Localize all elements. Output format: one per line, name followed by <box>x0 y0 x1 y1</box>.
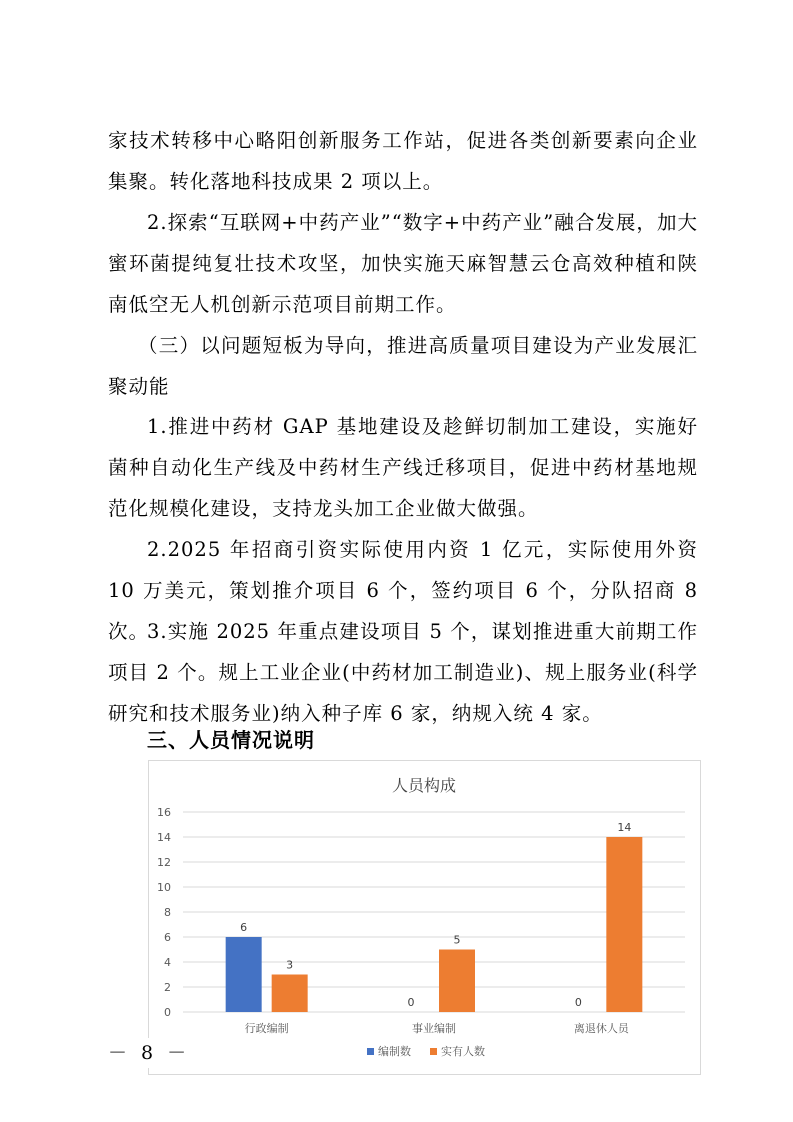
data-label: 3 <box>286 958 294 972</box>
legend-label: 编制数 <box>378 1045 411 1058</box>
bar-chart <box>149 761 700 1074</box>
x-tick-label: 离退休人员 <box>573 1022 629 1035</box>
y-tick-label: 0 <box>164 1006 171 1019</box>
paragraph-1: 家技术转移中心略阳创新服务工作站，促进各类创新要素向企业集聚。转化落地科技成果 2 项以上。 <box>108 129 698 193</box>
paragraph-4: 1.推进中药材 GAP 基地建设及趁鲜切制加工建设，实施好菌种自动化生产线及中药材生产线迁移项目，促进中药材基地规范化规模化建设，支持龙头加工企业做大做强。 <box>108 415 698 520</box>
legend-label: 实有人数 <box>441 1045 485 1058</box>
data-label: 5 <box>453 933 461 947</box>
y-tick-label: 14 <box>157 831 171 844</box>
y-tick-label: 2 <box>164 981 171 994</box>
data-label: 14 <box>617 821 632 834</box>
y-tick-label: 10 <box>157 881 171 894</box>
x-tick-label: 行政编制 <box>244 1022 289 1035</box>
y-tick-label: 4 <box>164 956 171 969</box>
bar-shiyou-2 <box>606 837 642 1012</box>
paragraph-2: 2.探索“互联网+中药产业”“数字+中药产业”融合发展，加大蜜环菌提纯复壮技术攻坚，加快实施天麻智慧云仓高效种植和陕南低空无人机创新示范项目前期工作。 <box>108 211 698 316</box>
bar-shiyou-0 <box>272 975 308 1013</box>
bar-bianzhi-0 <box>226 937 262 1012</box>
legend-swatch <box>367 1048 374 1055</box>
chart-title: 人员构成 <box>391 776 457 795</box>
x-tick-label: 事业编制 <box>412 1022 456 1035</box>
data-label: 0 <box>574 996 582 1009</box>
section-heading: 三、人员情况说明 <box>147 728 315 752</box>
chart-container <box>148 760 701 1075</box>
data-label: 6 <box>240 921 248 934</box>
y-tick-label: 8 <box>164 906 171 919</box>
paragraph-6: 3.实施 2025 年重点建设项目 5 个，谋划推进重大前期工作项目 2 个。规上工业企业(中药材加工制造业)、规上服务业(科学研究和技术服务业)纳入种子库 6 家，纳规入统 4 家。 <box>108 620 698 725</box>
bar-shiyou-1 <box>439 950 475 1013</box>
paragraph-3: （三）以问题短板为导向，推进高质量项目建设为产业发展汇聚动能 <box>108 334 698 398</box>
y-tick-label: 16 <box>157 806 171 819</box>
y-tick-label: 6 <box>164 931 171 944</box>
y-tick-label: 12 <box>157 856 171 869</box>
data-label: 0 <box>407 996 415 1009</box>
legend-swatch <box>430 1048 437 1055</box>
paragraph-5: 2.2025 年招商引资实际使用内资 1 亿元，实际使用外资 10 万美元，策划推介项目 6 个，签约项目 6 个，分队招商 8 次。 <box>108 538 698 643</box>
page-number: － 8 － <box>108 1038 192 1068</box>
